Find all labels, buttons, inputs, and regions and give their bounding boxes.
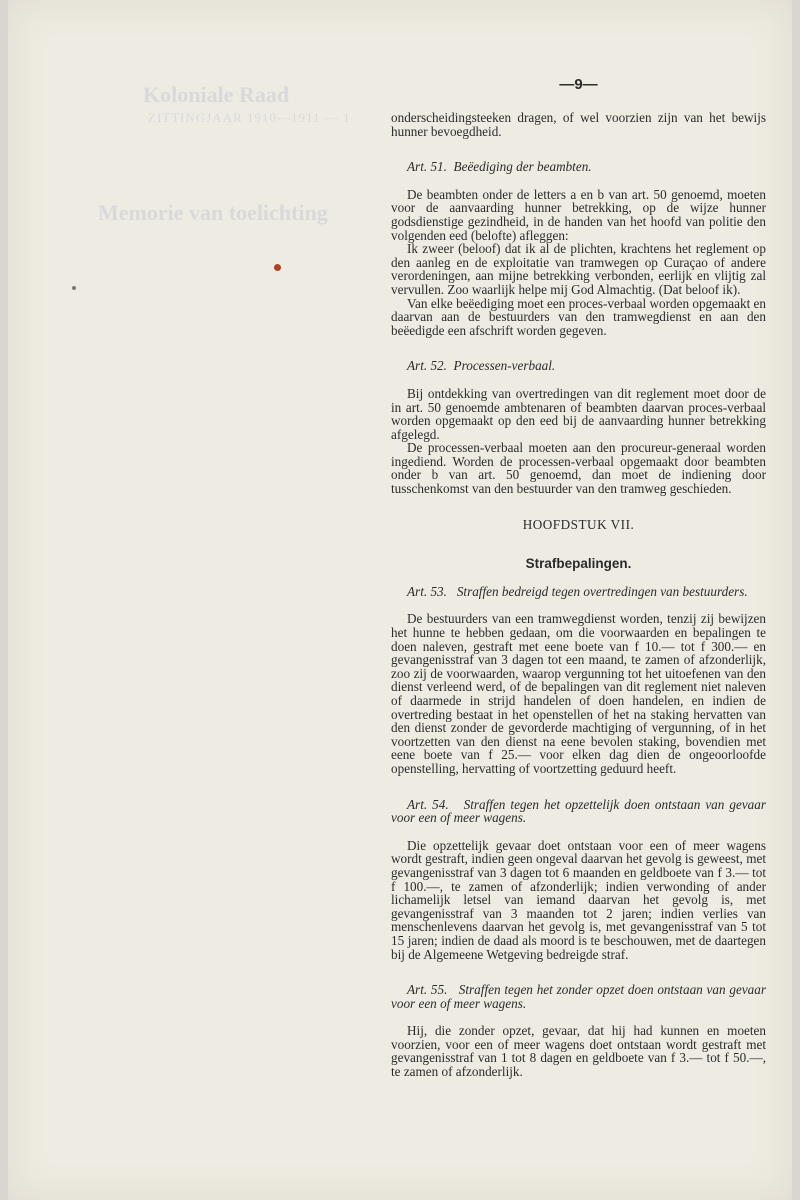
paragraph: Bij ontdekking van overtredingen van dit reglement moet door de in art. 50 genoemde ambtenaren of beambten daarvan proces-verbaal worden opgemaakt op den eed bij de aanvaarding hunner betrekking afgelegd. <box>391 385 766 442</box>
chapter-title: HOOFDSTUK VII. <box>522 516 635 532</box>
article-number: Art. 53. <box>407 583 447 599</box>
ink-spot-small <box>72 286 76 290</box>
article-number: Art. 55. <box>407 982 448 998</box>
article-number: Art. 54. <box>407 796 449 812</box>
article-54-heading <box>391 798 766 825</box>
bleed-through-memorie: Memorie van toelichting <box>98 200 328 225</box>
article-title: Straffen tegen het opzettelijk doen ontstaan van gevaar voor een of meer wagens. <box>391 796 766 826</box>
article-title: Straffen tegen het zonder opzet doen ontstaan van gevaar voor een of meer wagens. <box>391 982 766 1011</box>
article-number: Art. 52. <box>407 358 447 374</box>
article-52-heading <box>391 359 766 373</box>
paragraph: onderscheidingsteeken dragen, of wel voorzien zijn van het bewijs hunner bevoegdheid. <box>391 110 766 139</box>
page-number: —9— <box>559 76 598 93</box>
paragraph: De processen-verbaal moeten aan den procureur-generaal worden ingediend. Worden de processen-verbaal opgemaakt door beambten onder b van art. 50 genoemd, dan moet de indiening door tusschenkomst van den bestuurder van den tramweg geschieden. <box>391 440 766 497</box>
bleed-through-subtitle: ZITTINGJAAR 1910—1911 — 1 <box>148 110 351 125</box>
article-55-heading <box>391 983 766 1010</box>
paragraph: Hij, die zonder opzet, gevaar, dat hij had kunnen en moeten voorzien, voor een of meer wagens doet ontstaan wordt gestraft met gevangenisstraf van 1 tot 8 dagen en geldboete van f 3.— tot f 50.—, te zamen of afzonderlijk. <box>391 1023 766 1080</box>
ink-spot <box>274 264 281 271</box>
article-title: Processen-verbaal. <box>453 358 556 374</box>
article-title: Beëediging der beambten. <box>453 159 592 175</box>
article-title: Straffen bedreigd tegen overtredingen van bestuurders. <box>456 583 748 599</box>
paragraph: Van elke beëediging moet een proces-verbaal worden opgemaakt en daarvan aan de bestuurders van den tramwegdienst en aan den beëedigde een afschrift worden gegeven. <box>391 295 766 338</box>
article-number: Art. 51. <box>407 159 447 175</box>
document-body <box>391 111 766 1079</box>
paragraph: Die opzettelijk gevaar doet ontstaan voor een of meer wagens wordt gestraft, indien geen ongeval daarvan het gevolg is geweest, met gevangenisstraf van 3 dagen tot 6 maanden en geldboete van f 3.— tot f 100.—, te zamen of afzonderlijk; indien verwonding of ander lichamelijk letsel van iemand daarvan het gevolg is, met gevangenisstraf van 3 maanden tot 2 jaren; indien verlies van menschenlevens daarvan het gevolg is, met gevangenisstraf van 5 tot 15 jaren; indien de daad als moord is te beschouwen, met de daartegen bij de Algemeene Wetgeving bedreigde straf. <box>391 837 766 962</box>
document-page <box>8 0 792 1200</box>
paragraph: De bestuurders van een tramwegdienst worden, tenzij zij bewijzen het hunne te hebben gedaan, om die voorwaarden en bepalingen te doen naleven, gestraft met eene boete van f 10.— tot f 300.— en gevangenisstraf van 3 dagen tot een maand, te zamen of afzonderlijk, zoo zij de voorwaarden, waarop vergunning tot het uitoefenen van den dienst verleend werd, of de bepalingen van dit reglement niet naleven of daarmede in strijd handelen of doen handelen, en indien de overtreding bestaat in het openstellen of het na staking hervatten van den dienst zonder de gevorderde machtiging of vergunning, of in het voortzetten van den dienst na eene bevolen staking, bovendien met eene boete van f 25.— voor elken dag dien de ongeoorloofde openstelling, hervatting of voortzetting geduurd heeft. <box>391 611 766 776</box>
section-heading: Strafbepalingen. <box>525 556 632 572</box>
paragraph: Ik zweer (beloof) dat ik al de plichten, krachtens het reglement op den aanleg en de exploitatie van tramwegen op Curaçao of andere verordeningen, aan mijne betrekking verbonden, eerlijk en vlijtig zal vervullen. Zoo waarlijk helpe mij God Almachtig. (Dat beloof ik). <box>391 241 766 297</box>
paragraph: De beambten onder de letters a en b van art. 50 genoemd, moeten voor de aanvaarding hunner betrekking, op de wijze hunner godsdienstige gezindheid, in de handen van het hoofd van politie den volgenden eed (belofte) afleggen: <box>391 186 766 243</box>
article-53-heading <box>391 585 766 599</box>
bleed-through-title: Koloniale Raad <box>143 82 290 107</box>
article-51-heading <box>391 160 766 174</box>
